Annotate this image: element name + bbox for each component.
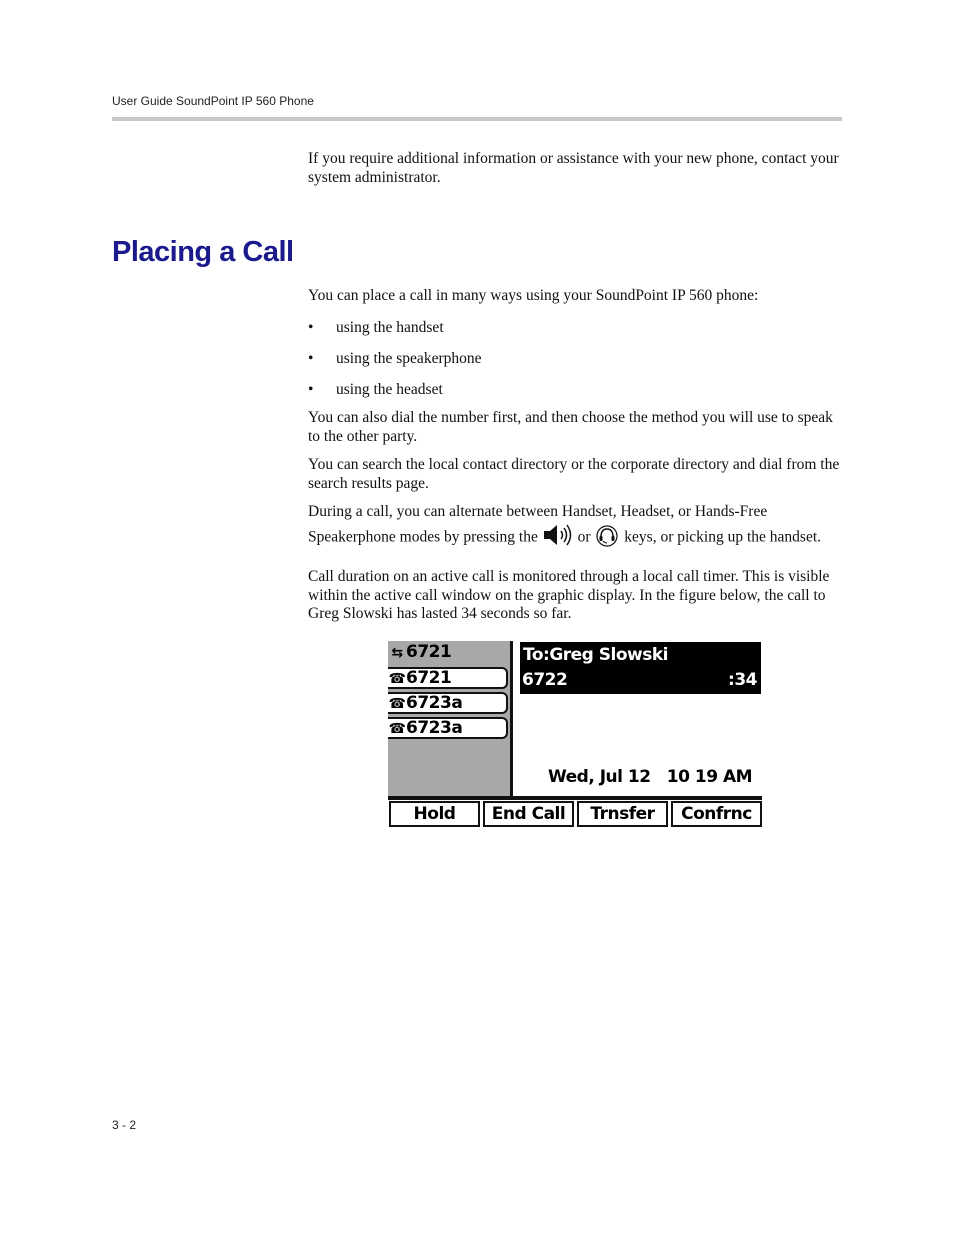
date-time: Wed, Jul 12 10 19 AM: [548, 767, 753, 787]
phone-icon: ☎: [388, 671, 406, 687]
modes-paragraph: [308, 503, 842, 553]
line-label: 6723a: [406, 718, 463, 738]
search-paragraph: [308, 456, 842, 493]
phone-icon: ☎: [388, 696, 406, 712]
line-key[interactable]: [388, 692, 508, 714]
intro-text: If you require additional information or assistance with your new phone, contact your system administrator.: [308, 150, 839, 186]
phone-display: [388, 641, 762, 828]
timer-text: Call duration on an active call is monitored through a local call timer. This is visible within the active call window on the graphic display. In the figure below, the call to Greg Slowski has lasted 34 seconds so far.: [308, 568, 830, 622]
bullet-text: using the headset: [336, 381, 443, 398]
modes-text-2: keys, or picking up the handset.: [624, 527, 822, 545]
speaker-icon: [542, 522, 574, 554]
dial-paragraph: [308, 409, 842, 446]
hold-softkey[interactable]: Hold: [389, 801, 480, 827]
transfer-softkey[interactable]: Trnsfer: [577, 801, 668, 827]
bullet-text: using the speakerphone: [336, 350, 482, 367]
phone-icon: ☎: [388, 721, 406, 737]
lead-text: You can place a call in many ways using your SoundPoint IP 560 phone:: [308, 287, 759, 304]
bullet-item: • using the speakerphone: [308, 350, 482, 367]
bullet-item: • using the headset: [308, 381, 443, 398]
intro-paragraph: [308, 150, 842, 187]
softkey-bar: [388, 796, 762, 800]
line-label: 6723a: [406, 693, 463, 713]
bullet-item: • using the handset: [308, 319, 444, 336]
line-key[interactable]: [388, 717, 508, 739]
section-heading: Placing a Call: [112, 236, 294, 268]
line-label: 6721: [406, 642, 452, 662]
conference-softkey[interactable]: Confrnc: [671, 801, 762, 827]
call-timer: :34: [728, 670, 757, 690]
modes-text-or: or: [577, 527, 591, 545]
search-text: You can search the local contact directory or the corporate directory and dial from the search results page.: [308, 456, 840, 492]
line-key[interactable]: [388, 643, 508, 665]
header-rule: [112, 117, 842, 121]
dial-text: You can also dial the number first, and then choose the method you will use to speak to the other party.: [308, 409, 833, 445]
bullet-text: using the handset: [336, 319, 444, 336]
call-window-divider: [510, 641, 513, 796]
end-call-softkey[interactable]: End Call: [483, 801, 574, 827]
call-party: To:Greg Slowski: [523, 645, 668, 665]
page-number: 3 - 2: [112, 1118, 137, 1132]
active-line-icon: ⇆: [391, 645, 403, 661]
headset-icon: [594, 523, 620, 553]
modes-text-1: During a call, you can alternate between Handset, Headset, or Hands-Free Speakerphone modes by pressing the: [308, 503, 768, 545]
active-call-window: [520, 642, 761, 694]
running-header: User Guide SoundPoint IP 560 Phone: [112, 94, 314, 108]
timer-paragraph: [308, 568, 842, 624]
line-label: 6721: [406, 668, 452, 688]
line-key[interactable]: [388, 667, 508, 689]
lead-paragraph: [308, 287, 842, 306]
call-number: 6722: [522, 670, 568, 690]
